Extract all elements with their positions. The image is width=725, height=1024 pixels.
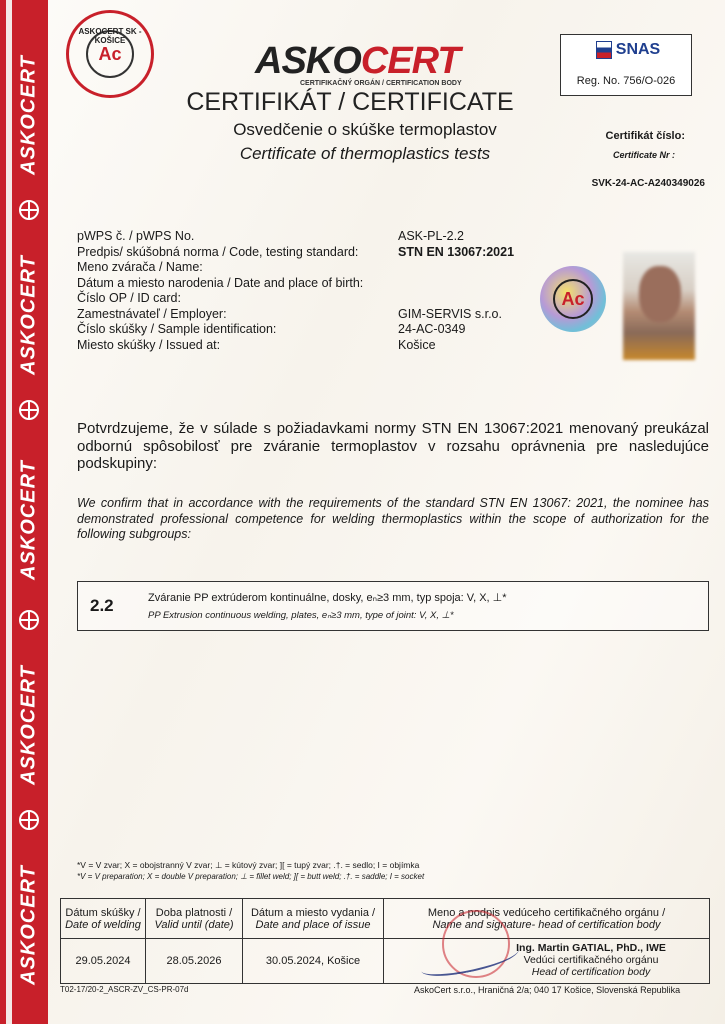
field-label: Dátum a miesto narodenia / Date and place of birth: [77,275,364,290]
field-label: Predpis/ skúšobná norma / Code, testing standard: [77,244,359,259]
standard-value: STN EN 13067:2021 [398,244,515,259]
subtitle-sk: Osvedčenie o skúške termoplastov [233,120,497,139]
signatory-role-sk: Vedúci certifikačného orgánu [523,954,659,966]
band-logo: ASKOCERT [17,665,40,785]
cert-number-label: Certifikát číslo: [605,130,685,142]
field-label: Meno zvárača / Name: [77,260,203,274]
cert-number: SVK-24-AC-A240349026 [591,178,705,189]
crosshair-icon [19,400,39,420]
field-label: Číslo skúšky / Sample identification: [77,322,277,336]
birth-value [398,276,514,292]
holder-photo [623,252,695,360]
th-sign-en: Name and signature- head of certification body [432,918,661,931]
field-label: pWPS č. / pWPS No. [77,229,195,243]
th-sign-sk: Meno a podpis vedúceho certifikačného orgánu / [427,906,666,919]
subgroup-text-en: PP Extrusion continuous welding, plates, eₙ≥3 mm, type of joint: V, X, ⊥* [148,610,454,621]
snas-logo [569,41,687,59]
th-issue-sk: Dátum a miesto vydania / [250,906,376,919]
band-logo: ASKOCERT [17,865,40,985]
legend-en: *V = V preparation; X = double V preparation; ⊥ = fillet weld; ][ = butt weld; .†. = saddle; I = socket [77,872,425,881]
th-valid-sk: Doba platnosti / [155,906,233,919]
confirmation-paragraph-sk: Potvrdzujeme, že v súlade s požiadavkami normy STN EN 13067:2021 menovaný preukázal odbornú spôsobilosť pre zváranie termoplastov v rozsahu oprávnenia pre nasledujúce podskupiny: [77,420,709,472]
snas-box [560,34,692,96]
wps-value: ASK-PL-2.2 [398,229,465,243]
confirmation-paragraph-en: We confirm that in accordance with the requirements of the standard STN EN 13067: 2021, the nominee has demonstrated professional competence for welding thermoplastics within the scope of authorization for the following subgroups: [77,496,709,541]
valid-until-date: 28.05.2026 [146,939,243,984]
th-issue [243,899,384,939]
id-card-value [398,291,514,307]
seal-mark: Ac [86,30,134,78]
th-test-date [61,899,146,939]
employer-value: GIM-SERVIS s.r.o. [398,306,502,321]
field-labels [77,229,363,353]
band-stripe [6,0,12,1024]
subgroup-text-sk: Zváranie PP extrúderom kontinuálne, dosky, eₙ≥3 mm, typ spoja: V, X, ⊥* [148,592,507,604]
issue-date-place: 30.05.2024, Košice [243,939,384,984]
certification-seal [66,10,154,98]
test-date: 29.05.2024 [61,939,146,984]
signatory-role-en: Head of certification body [531,966,651,978]
th-valid-en: Valid until (date) [154,918,234,931]
crosshair-icon [19,810,39,830]
th-test-date-en: Date of welding [65,918,141,931]
sample-value: 24-AC-0349 [398,322,466,336]
field-values [398,229,514,353]
field-label: Miesto skúšky / Issued at: [77,337,221,352]
certificate-title: CERTIFIKÁT / CERTIFICATE [186,88,514,116]
signature-block [420,896,710,986]
snas-registration: Reg. No. 756/O-026 [576,75,676,87]
band-logo: ASKOCERT [17,460,40,580]
field-label: Zamestnávateľ / Employer: [77,306,227,321]
photo-face [639,266,681,322]
subtitle-en: Certificate of thermoplastics tests [239,144,491,163]
band-logo: ASKOCERT [17,55,40,175]
snas-logo-text: SNAS [615,41,661,59]
seal-text: ASKOCERT SK - KOŠICE [78,27,142,45]
crosshair-icon [19,610,39,630]
name-value [398,260,514,276]
hologram-sticker [540,266,606,332]
subgroup-box [77,581,709,631]
hologram-mark: Ac [553,279,593,319]
th-valid-until [146,899,243,939]
legend-sk: *V = V zvar; X = obojstranný V zvar; ⊥ = kútový zvar; ][ = tupý zvar; .†. = sedlo; I = objímka [77,860,420,870]
issued-at-value: Košice [398,337,436,352]
band-logo: ASKOCERT [17,255,40,375]
brand-logo-part1: ASKO [255,40,361,82]
signatory-name: Ing. Martin GATIAL, PhD., IWE [516,942,666,954]
document-reference: T02-17/20-2_ASCR-ZV_CS-PR-07d [60,985,189,994]
brand-logo-part2: CERT [360,40,460,82]
company-address: AskoCert s.r.o., Hraničná 2/a; 040 17 Košice, Slovenská Republika [414,985,681,995]
brand-logo [255,40,460,83]
cert-number-label-en: Certificate Nr : [612,150,675,160]
field-label: Číslo OP / ID card: [77,291,181,305]
brand-subtitle: CERTIFIKAČNÝ ORGÁN / CERTIFICATION BODY [300,80,462,87]
crosshair-icon [19,200,39,220]
th-issue-en: Date and place of issue [255,918,371,931]
th-test-date-sk: Dátum skúšky / [65,906,141,919]
subgroup-code: 2.2 [90,596,114,615]
flag-icon [596,41,612,59]
